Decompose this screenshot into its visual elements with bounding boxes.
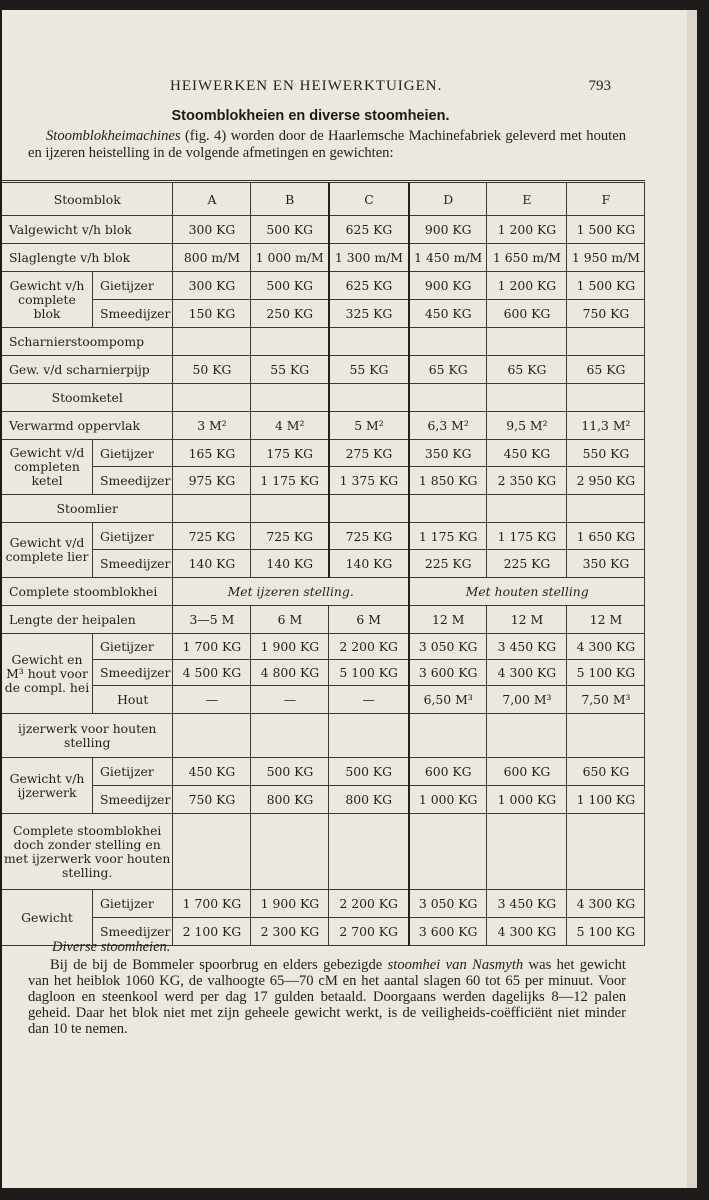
cell: 1 200 KG (487, 216, 567, 244)
table-row (2, 300, 645, 328)
row-label-scharnierstoompomp: Scharnierstoompomp (2, 328, 173, 356)
cell: 250 KG (251, 300, 329, 328)
cell: 4 300 KG (567, 890, 645, 918)
cell (487, 814, 567, 890)
sub-label-gietijzer: Gietijzer (93, 272, 173, 300)
sub-label-hout: Hout (93, 686, 173, 714)
cell: 150 KG (173, 300, 251, 328)
cell: 1 375 KG (329, 467, 409, 495)
table-row (2, 606, 645, 634)
cell: 625 KG (329, 216, 409, 244)
table-row (2, 216, 645, 244)
table-row (2, 890, 645, 918)
row-label-valgewicht: Valgewicht v/h blok (2, 216, 173, 244)
sub-label-gietijzer: Gietijzer (93, 440, 173, 467)
specs-table (2, 180, 645, 946)
cell: 1 900 KG (251, 634, 329, 660)
cell: 3 050 KG (409, 634, 487, 660)
diverse-italic: stoomhei van Nasmyth (387, 957, 524, 973)
sub-label-gietijzer: Gietijzer (93, 634, 173, 660)
table-row (2, 356, 645, 384)
section-title: Stoomblokheien en diverse stoomheien. (171, 108, 450, 124)
cell: 2 200 KG (329, 634, 409, 660)
cell: 140 KG (173, 550, 251, 578)
cell: 3 450 KG (487, 890, 567, 918)
sub-label-smeedijzer: Smeedijzer (93, 467, 173, 495)
cell (487, 714, 567, 758)
col-header-c: C (329, 182, 409, 216)
cell: 55 KG (329, 356, 409, 384)
row-label-verwarmd: Verwarmd oppervlak (2, 412, 173, 440)
cell: 900 KG (409, 216, 487, 244)
cell: 500 KG (329, 758, 409, 786)
sub-label-smeedijzer: Smeedijzer (93, 786, 173, 814)
cell: 1 300 m/M (329, 244, 409, 272)
intro-text: (fig. 4) worden door de Haarlemsche Machinefabriek geleverd met houten en ijzeren heistelling in de volgende afmetingen en gewichten: (28, 128, 626, 161)
page-number: 793 (588, 78, 611, 94)
cell: 1 700 KG (173, 634, 251, 660)
table-header-row (2, 182, 645, 216)
cell: 3—5 M (173, 606, 251, 634)
cell: 750 KG (567, 300, 645, 328)
table-row (2, 786, 645, 814)
row-label-ijzerwerk-houten: ijzerwerk voor houten stelling (2, 714, 173, 758)
cell: 350 KG (567, 550, 645, 578)
cell (251, 495, 329, 523)
cell: 300 KG (173, 216, 251, 244)
cell: 650 KG (567, 758, 645, 786)
col-header-f: F (567, 182, 645, 216)
row-label-zonder-stelling: Complete stoomblokhei doch zonder stelling en met ijzerwerk voor houten stelling. (2, 814, 173, 890)
cell: 725 KG (251, 523, 329, 550)
cell (329, 328, 409, 356)
cell: — (173, 686, 251, 714)
cell: 1 700 KG (173, 890, 251, 918)
cell: 450 KG (487, 440, 567, 467)
cell: 800 KG (329, 786, 409, 814)
sub-label-gietijzer: Gietijzer (93, 758, 173, 786)
cell: 6,3 M² (409, 412, 487, 440)
cell: — (251, 686, 329, 714)
span-ijzeren-stelling: Met ijzeren stelling. (173, 578, 409, 606)
sub-label-smeedijzer: Smeedijzer (93, 918, 173, 946)
page-edge (687, 10, 697, 1188)
table-row (2, 495, 645, 523)
cell: 750 KG (173, 786, 251, 814)
cell: 350 KG (409, 440, 487, 467)
cell: 12 M (409, 606, 487, 634)
cell: 1 000 m/M (251, 244, 329, 272)
cell: 1 175 KG (409, 523, 487, 550)
table-row (2, 328, 645, 356)
col-header-b: B (251, 182, 329, 216)
running-head: HEIWERKEN EN HEIWERKTUIGEN. (170, 78, 443, 94)
cell: 275 KG (329, 440, 409, 467)
diverse-text-2: was het gewicht van het heiblok 1060 KG, de valhoogte 65—70 cM en het aantal slagen 60 tot 65 per minuut. Voor dagloon en steenkool werd per dag 17 gulden betaald. Doorgaans werden dagelijks 8—12 palen geheid. Daar het blok niet met zijn geheele gewicht werkt, is de veiligheids-coëfficiënt niet minder dan 10 te nemen. (28, 957, 626, 1037)
cell: 625 KG (329, 272, 409, 300)
col-header-a: A (173, 182, 251, 216)
cell: 5 100 KG (567, 918, 645, 946)
cell: 6 M (251, 606, 329, 634)
sub-label-gietijzer: Gietijzer (93, 890, 173, 918)
row-label-gewicht-lier: Gewicht v/d complete lier (2, 523, 93, 578)
table-row (2, 686, 645, 714)
row-label-slaglengte: Slaglengte v/h blok (2, 244, 173, 272)
cell (329, 714, 409, 758)
table-row (2, 244, 645, 272)
cell: 300 KG (173, 272, 251, 300)
cell: 4 300 KG (487, 660, 567, 686)
cell (329, 384, 409, 412)
row-label-gewicht-final: Gewicht (2, 890, 93, 946)
cell: 450 KG (409, 300, 487, 328)
cell: 65 KG (409, 356, 487, 384)
row-label-gewicht-ijzerwerk: Gewicht v/h ijzerwerk (2, 758, 93, 814)
cell (329, 814, 409, 890)
intro-paragraph (28, 128, 626, 162)
cell: 1 650 m/M (487, 244, 567, 272)
cell (567, 384, 645, 412)
row-label-gewicht-blok: Gewicht v/h complete blok (2, 272, 93, 328)
cell: 65 KG (487, 356, 567, 384)
cell (567, 495, 645, 523)
cell: 1 850 KG (409, 467, 487, 495)
cell: 1 175 KG (487, 523, 567, 550)
table-row (2, 634, 645, 660)
cell (173, 714, 251, 758)
cell: 1 500 KG (567, 272, 645, 300)
cell: 600 KG (487, 300, 567, 328)
diverse-text-1: Bij de bij de Bommeler spoorbrug en elders gebezigde (50, 957, 388, 973)
cell (409, 814, 487, 890)
cell: 3 M² (173, 412, 251, 440)
cell: 5 100 KG (567, 660, 645, 686)
cell (173, 814, 251, 890)
cell (409, 384, 487, 412)
cell: 55 KG (251, 356, 329, 384)
sub-label-gietijzer: Gietijzer (93, 523, 173, 550)
cell: — (329, 686, 409, 714)
cell (409, 714, 487, 758)
cell (487, 495, 567, 523)
table-row (2, 814, 645, 890)
cell: 1 950 m/M (567, 244, 645, 272)
cell: 7,50 M³ (567, 686, 645, 714)
cell (409, 495, 487, 523)
cell (251, 814, 329, 890)
cell: 500 KG (251, 758, 329, 786)
cell (173, 495, 251, 523)
cell: 3 600 KG (409, 918, 487, 946)
cell: 4 300 KG (567, 634, 645, 660)
cell: 1 175 KG (251, 467, 329, 495)
row-label-stoomketel: Stoomketel (2, 384, 173, 412)
row-label-stoomlier: Stoomlier (2, 495, 173, 523)
table-row (2, 578, 645, 606)
cell (567, 814, 645, 890)
cell: 450 KG (173, 758, 251, 786)
cell: 3 050 KG (409, 890, 487, 918)
table-row (2, 714, 645, 758)
col-header-e: E (487, 182, 567, 216)
cell: 325 KG (329, 300, 409, 328)
diverse-heading: Diverse stoomheien. (52, 939, 171, 955)
cell: 140 KG (251, 550, 329, 578)
cell: 975 KG (173, 467, 251, 495)
row-label-gewicht-hei: Gewicht en M³ hout voor de compl. hei (2, 634, 93, 714)
col-header-d: D (409, 182, 487, 216)
table-row (2, 412, 645, 440)
row-label-lengte: Lengte der heipalen (2, 606, 173, 634)
diverse-paragraph (28, 957, 626, 1037)
cell: 2 700 KG (329, 918, 409, 946)
cell: 225 KG (409, 550, 487, 578)
row-label-gewicht-ketel: Gewicht v/d completen ketel (2, 440, 93, 495)
cell: 7,00 M³ (487, 686, 567, 714)
table-row (2, 758, 645, 786)
cell: 500 KG (251, 216, 329, 244)
cell: 12 M (567, 606, 645, 634)
book-page (2, 10, 697, 1188)
table-row (2, 550, 645, 578)
cell: 50 KG (173, 356, 251, 384)
cell: 1 200 KG (487, 272, 567, 300)
cell: 5 100 KG (329, 660, 409, 686)
cell (251, 384, 329, 412)
cell: 800 m/M (173, 244, 251, 272)
cell: 12 M (487, 606, 567, 634)
cell (567, 714, 645, 758)
cell: 9,5 M² (487, 412, 567, 440)
cell: 5 M² (329, 412, 409, 440)
table-row (2, 523, 645, 550)
cell: 4 300 KG (487, 918, 567, 946)
sub-label-smeedijzer: Smeedijzer (93, 550, 173, 578)
cell: 1 500 KG (567, 216, 645, 244)
cell: 175 KG (251, 440, 329, 467)
cell: 2 350 KG (487, 467, 567, 495)
header-stoomblok: Stoomblok (2, 182, 173, 216)
cell: 165 KG (173, 440, 251, 467)
sub-label-smeedijzer: Smeedijzer (93, 660, 173, 686)
cell: 2 100 KG (173, 918, 251, 946)
cell: 1 650 KG (567, 523, 645, 550)
cell: 11,3 M² (567, 412, 645, 440)
cell: 6 M (329, 606, 409, 634)
cell: 140 KG (329, 550, 409, 578)
cell: 1 900 KG (251, 890, 329, 918)
cell (251, 714, 329, 758)
cell (487, 328, 567, 356)
cell: 3 600 KG (409, 660, 487, 686)
specs-table-wrap (2, 180, 645, 946)
cell (567, 328, 645, 356)
cell: 600 KG (487, 758, 567, 786)
cell: 3 450 KG (487, 634, 567, 660)
cell: 6,50 M³ (409, 686, 487, 714)
table-row (2, 660, 645, 686)
span-houten-stelling: Met houten stelling (409, 578, 645, 606)
row-label-scharnierpijp: Gew. v/d scharnierpijp (2, 356, 173, 384)
cell (251, 328, 329, 356)
cell: 1 000 KG (487, 786, 567, 814)
cell: 4 500 KG (173, 660, 251, 686)
cell: 1 450 m/M (409, 244, 487, 272)
cell: 225 KG (487, 550, 567, 578)
cell: 1 000 KG (409, 786, 487, 814)
table-row (2, 467, 645, 495)
table-row (2, 440, 645, 467)
cell: 550 KG (567, 440, 645, 467)
cell: 2 300 KG (251, 918, 329, 946)
cell (173, 328, 251, 356)
cell: 1 100 KG (567, 786, 645, 814)
cell: 900 KG (409, 272, 487, 300)
row-label-complete-stoomblokhei: Complete stoomblokhei (2, 578, 173, 606)
intro-italic-lead: Stoomblokheimachines (46, 128, 181, 144)
cell (329, 495, 409, 523)
cell: 2 950 KG (567, 467, 645, 495)
cell: 65 KG (567, 356, 645, 384)
cell: 2 200 KG (329, 890, 409, 918)
cell: 500 KG (251, 272, 329, 300)
cell: 600 KG (409, 758, 487, 786)
cell (409, 328, 487, 356)
cell: 4 M² (251, 412, 329, 440)
cell: 725 KG (329, 523, 409, 550)
cell: 4 800 KG (251, 660, 329, 686)
table-row (2, 384, 645, 412)
table-row (2, 272, 645, 300)
cell: 800 KG (251, 786, 329, 814)
cell (487, 384, 567, 412)
cell (173, 384, 251, 412)
cell: 725 KG (173, 523, 251, 550)
sub-label-smeedijzer: Smeedijzer (93, 300, 173, 328)
